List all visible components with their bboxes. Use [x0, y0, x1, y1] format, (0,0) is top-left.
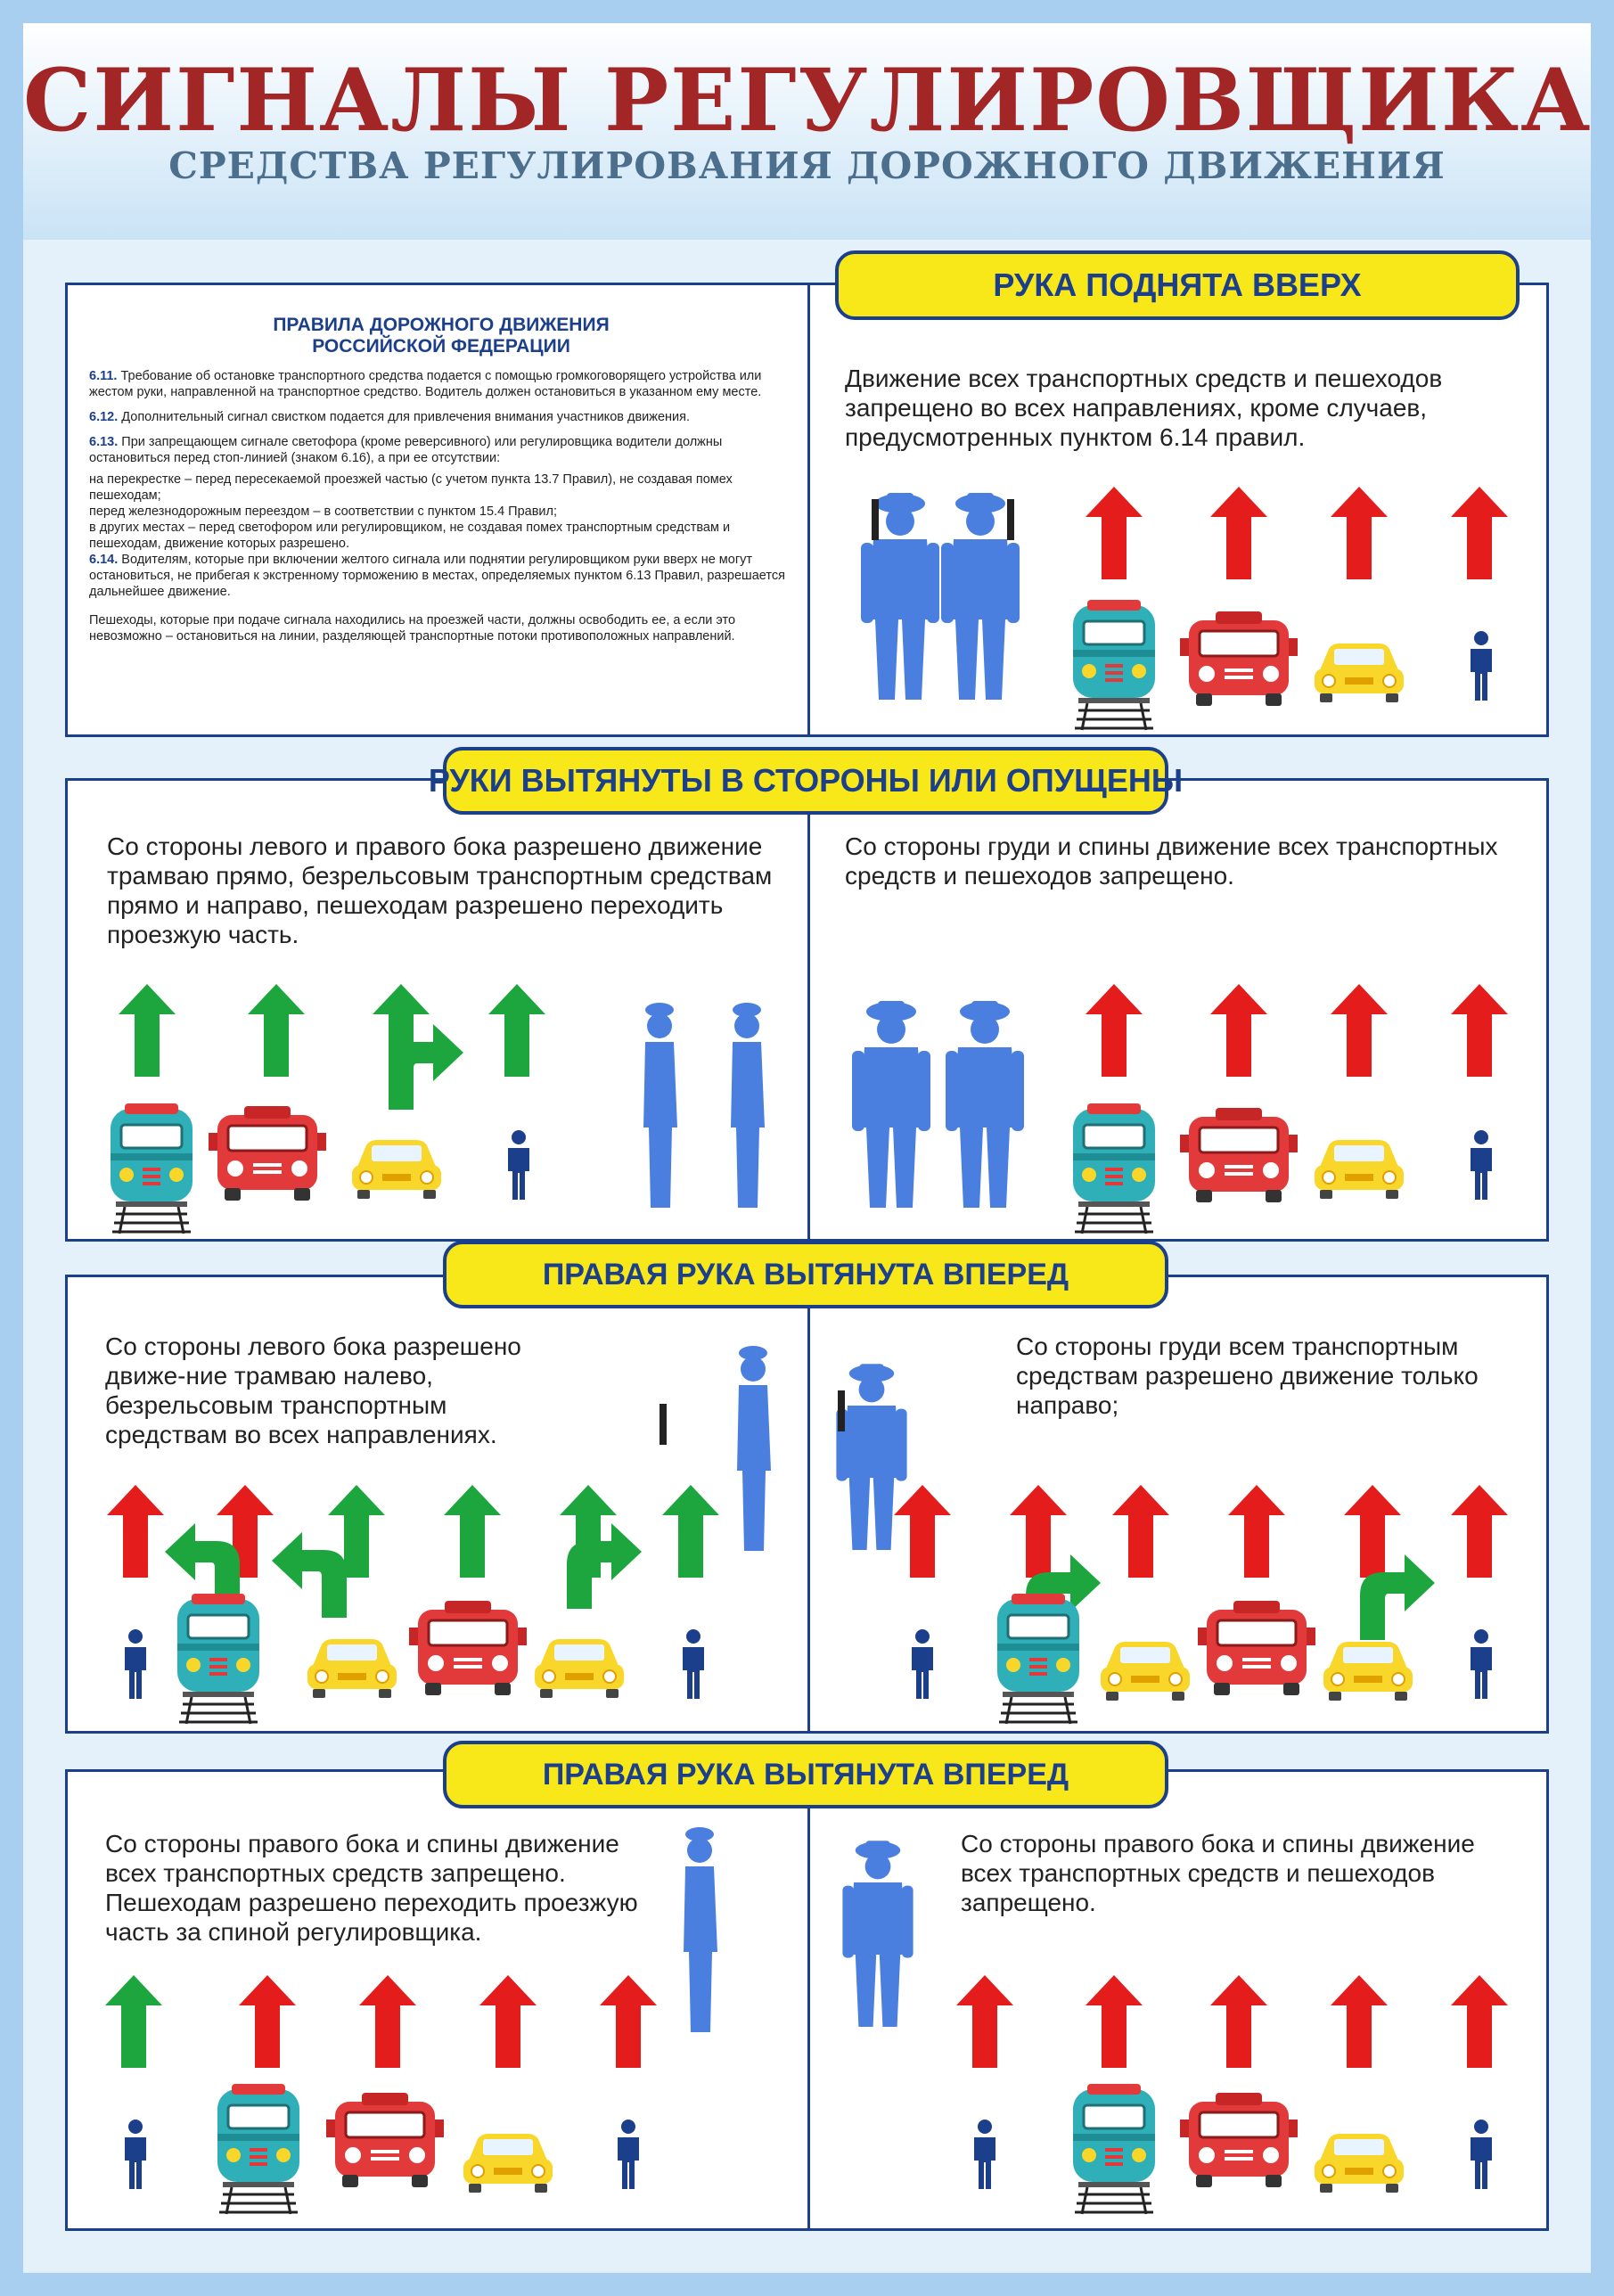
- pedestrian-icon: [618, 2120, 639, 2189]
- car-icon: [1315, 1140, 1404, 1199]
- car-icon: [535, 1639, 624, 1698]
- pedestrian-icon: [974, 2120, 995, 2189]
- red-arrow-icon: [1451, 984, 1508, 1077]
- pedestrian-icon: [125, 2120, 146, 2189]
- pedestrian-icon: [1471, 631, 1492, 701]
- officer-icon: [737, 1346, 771, 1551]
- bus-icon: [326, 2093, 444, 2187]
- section4-right-text: Со стороны правого бока и спины движение всех транспортных средств и пешеходов запрещено.: [961, 1830, 1475, 1916]
- banner-right-hand-forward-2: ПРАВАЯ РУКА ВЫТЯНУТА ВПЕРЕД: [443, 1741, 1168, 1808]
- rule-6-13: 6.13. При запрещающем сигнале светофора (кроме реверсивного) или регулировщика водители должны остановиться перед стоп-линией (знаком 6.16), а при ее отсутствии:: [89, 435, 723, 465]
- red-arrow-icon: [1086, 984, 1143, 1077]
- tram-icon: [217, 2084, 299, 2214]
- section2-right-text: Со стороны груди и спины движение всех транспортных средств и пешеходов запрещено.: [845, 832, 1498, 890]
- green-arrow-icon: [488, 984, 545, 1077]
- car-icon: [1323, 1642, 1413, 1701]
- green-arrow-icon: [662, 1485, 719, 1578]
- bus-icon: [1180, 611, 1298, 706]
- section3-left-text: Со стороны левого бока разрешено движе-ние трамваю налево, безрельсовым транспортным средствам во всех направлениях.: [105, 1332, 521, 1448]
- baton-icon: [838, 1390, 845, 1431]
- green-arrow-icon: [105, 1975, 162, 2068]
- officer-icon: [836, 1364, 906, 1550]
- green-arrow-icon: [119, 984, 176, 1077]
- rule-6-14-pedestrians: Пешеходы, которые при подаче сигнала находились на проезжей части, должны освободить ее, а если это невозможно – остановиться на линии, разделяющей транспортные потоки противоположных направлений.: [89, 613, 736, 644]
- section1-text: Движение всех транспортных средств и пешеходов запрещено во всех направлениях, кроме случаев, предусмотренных пунктом 6.14 правил.: [845, 365, 1443, 451]
- green-arrow-icon: [248, 984, 305, 1077]
- officer-icon: [731, 1003, 765, 1208]
- page-title: СИГНАЛЫ РЕГУЛИРОВЩИКА: [23, 50, 1593, 151]
- car-icon: [352, 1140, 441, 1199]
- red-arrow-icon: [1210, 1975, 1267, 2068]
- car-icon: [1101, 1642, 1190, 1701]
- officer-icon: [643, 1003, 677, 1208]
- red-arrow-icon: [600, 1975, 657, 2068]
- bus-icon: [1180, 1108, 1298, 1202]
- pedestrian-icon: [1471, 2120, 1492, 2189]
- banner-hand-raised: РУКА ПОДНЯТА ВВЕРХ: [835, 250, 1520, 320]
- car-icon: [463, 2134, 553, 2193]
- red-arrow-icon: [1210, 487, 1267, 579]
- green-arrow-icon: [444, 1485, 501, 1578]
- tram-icon: [1073, 1103, 1155, 1234]
- red-arrow-icon: [107, 1485, 164, 1578]
- rule-6-14: 6.14. Водителям, которые при включении желтого сигнала или поднятии регулировщиком руки вверх не могут остановиться, не прибегая к экстренному торможению в местах, определяемых пунктом 6.13 Правил, разрешается дальнейшее движение.: [89, 553, 785, 599]
- rule-6-12: 6.12. Дополнительный сигнал свистком подается для привлечения внимания участников движения.: [89, 410, 691, 424]
- section2-left-text: Со стороны левого и правого бока разрешено движение трамваю прямо, безрельсовым транспортным средствам прямо и направо, пешеходам разрешено переходить проезжую часть.: [107, 832, 773, 948]
- bus-icon: [1198, 1601, 1315, 1695]
- car-icon: [1315, 2134, 1404, 2193]
- red-arrow-icon: [1331, 984, 1388, 1077]
- officer-icon: [842, 1841, 913, 2027]
- rule-6-13-a: на перекрестке – перед пересекаемой проезжей частью (с учетом пункта 13.7 Правил), не создавая помех пешеходам;: [89, 472, 733, 503]
- baton-icon: [1007, 499, 1014, 540]
- red-arrow-icon: [956, 1975, 1013, 2068]
- banner-hands-sides: РУКИ ВЫТЯНУТЫ В СТОРОНЫ ИЛИ ОПУЩЕНЫ: [443, 747, 1168, 815]
- red-arrow-icon: [1451, 487, 1508, 579]
- pedestrian-icon: [912, 1629, 933, 1699]
- car-icon: [1315, 644, 1404, 702]
- red-arrow-icon: [1331, 1975, 1388, 2068]
- pedestrian-icon: [1471, 1629, 1492, 1699]
- turn-arrow-icon: [272, 1532, 347, 1618]
- rule-6-11: 6.11. Требование об остановке транспортного средства подается с помощью громкоговорящего устройства или жестом руки, направленной на транспортное средство. Водитель должен остановиться в указанном ему месте.: [89, 369, 762, 399]
- tram-icon: [1073, 2084, 1155, 2214]
- baton-icon: [872, 499, 879, 540]
- tram-icon: [997, 1594, 1079, 1724]
- red-arrow-icon: [1112, 1485, 1169, 1578]
- red-arrow-icon: [1086, 1975, 1143, 2068]
- red-arrow-icon: [1210, 984, 1267, 1077]
- red-arrow-icon: [1331, 487, 1388, 579]
- tram-icon: [111, 1103, 193, 1234]
- bus-icon: [209, 1106, 326, 1201]
- section3-right-text: Со стороны груди всем транспортным средствам разрешено движение только направо;: [1016, 1332, 1479, 1419]
- banner-right-hand-forward-1: ПРАВАЯ РУКА ВЫТЯНУТА ВПЕРЕД: [443, 1241, 1168, 1308]
- red-arrow-icon: [239, 1975, 296, 2068]
- tram-icon: [177, 1594, 259, 1724]
- red-arrow-icon: [1451, 1975, 1508, 2068]
- bus-icon: [409, 1601, 527, 1695]
- red-arrow-icon: [359, 1975, 416, 2068]
- pedestrian-icon: [683, 1629, 704, 1699]
- baton-icon: [660, 1404, 667, 1445]
- pedestrian-icon: [125, 1629, 146, 1699]
- red-arrow-icon: [1010, 1485, 1067, 1578]
- red-arrow-icon: [1451, 1485, 1508, 1578]
- red-arrow-icon: [1344, 1485, 1401, 1578]
- tram-icon: [1073, 600, 1155, 730]
- red-arrow-icon: [479, 1975, 537, 2068]
- officer-icon: [946, 1001, 1024, 1208]
- bus-icon: [1180, 2093, 1298, 2187]
- rule-6-13-b: перед железнодорожным переездом – в соответствии с пунктом 15.4 Правил;: [89, 504, 558, 519]
- officer-icon: [684, 1827, 717, 2032]
- red-arrow-icon: [1228, 1485, 1285, 1578]
- pedestrian-icon: [508, 1130, 529, 1200]
- officer-icon: [852, 1001, 930, 1208]
- section4-left-text: Со стороны правого бока и спины движение всех транспортных средств запрещено. Пешеходам разрешено переходить проезжую часть за спиной регулировщика.: [105, 1830, 638, 1946]
- pedestrian-icon: [1471, 1130, 1492, 1200]
- car-icon: [307, 1639, 397, 1698]
- red-arrow-icon: [1086, 487, 1143, 579]
- page-subtitle: СРЕДСТВА РЕГУЛИРОВАНИЯ ДОРОЖНОГО ДВИЖЕНИЯ: [168, 144, 1446, 187]
- rules-title: ПРАВИЛА ДОРОЖНОГО ДВИЖЕНИЯ РОССИЙСКОЙ ФЕДЕРАЦИИ: [273, 315, 610, 357]
- rule-6-13-c: в других местах – перед светофором или регулировщиком, не создавая помех транспортным средствам и пешеходам, движение которых разрешено.: [89, 521, 731, 551]
- red-arrow-icon: [894, 1485, 951, 1578]
